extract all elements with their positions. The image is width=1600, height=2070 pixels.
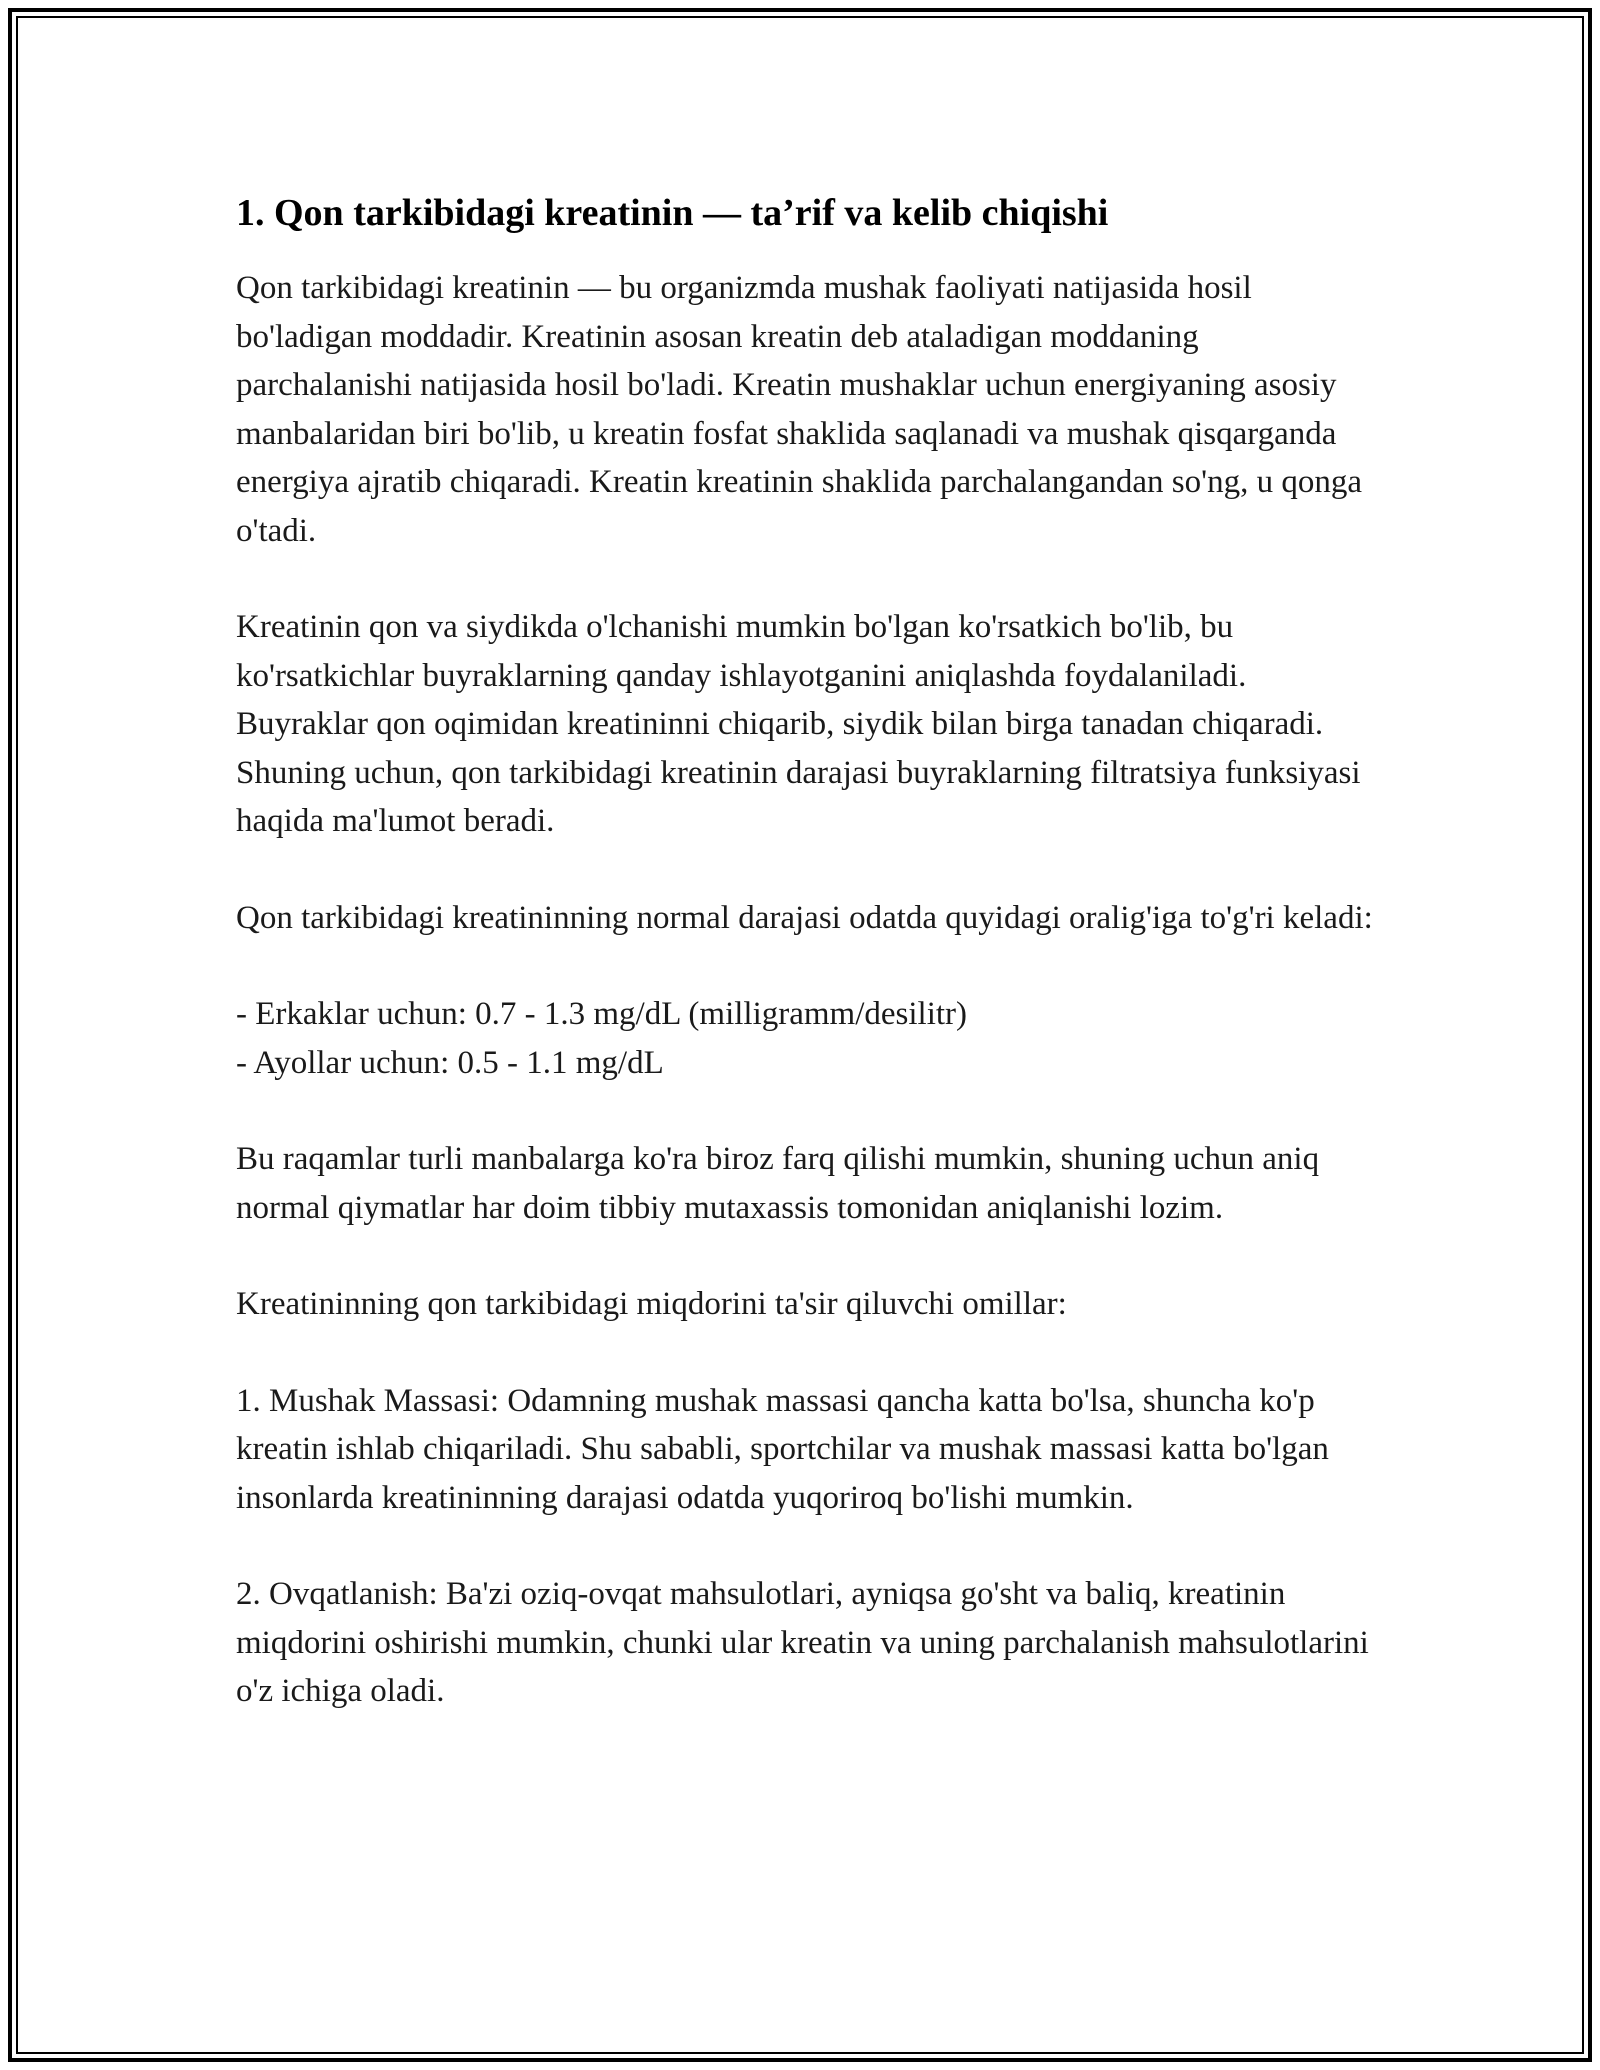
factor-nutrition: 2. Ovqatlanish: Ba'zi oziq-ovqat mahsulotlari, ayniqsa go'sht va baliq, kreatinin miqdorini oshirishi mumkin, chunki ular kreatin va uning parchalanish mahsulotlarini o'z ichiga oladi. — [236, 1576, 1378, 1709]
paragraph-normal-level-intro: Qon tarkibidagi kreatininning normal darajasi odatda quyidagi oralig'iga to'g'ri keladi: — [236, 899, 1373, 936]
range-men: - Erkaklar uchun: 0.7 - 1.3 mg/dL (milligramm/desilitr) — [236, 996, 968, 1032]
normal-ranges-list — [236, 990, 1376, 1087]
section-heading: 1. Qon tarkibidagi kreatinin — ta’rif va kelib chiqishi — [236, 192, 1109, 234]
paragraph-note: Bu raqamlar turli manbalarga ko'ra biroz farq qilishi mumkin, shuning uchun aniq normal qiymatlar har doim tibbiy mutaxassis tomonidan aniqlanishi lozim. — [236, 1141, 1328, 1226]
paragraph-factors-intro: Kreatininning qon tarkibidagi miqdorini ta'sir qiluvchi omillar: — [236, 1286, 1067, 1322]
document-body — [236, 188, 1376, 1764]
paragraph-definition: Qon tarkibidagi kreatinin — bu organizmda mushak faoliyati natijasida hosil bo'ladigan moddadir. Kreatinin asosan kreatin deb ataladigan moddaning parchalanishi natijasida hosil bo'ladi. Kreatin mushaklar uchun energiyaning asosiy manbalaridan biri bo'lib, u kreatin fosfat shaklida saqlanadi va mushak qisqarganda energiya ajratib chiqaradi. Kreatin kreatinin shaklida parchalangandan so'ng, u qonga o'tadi. — [236, 270, 1371, 549]
factor-muscle-mass: 1. Mushak Massasi: Odamning mushak massasi qancha katta bo'lsa, shuncha ko'p kreatin ishlab chiqariladi. Shu sababli, sportchilar va mushak massasi katta bo'lgan insonlarda kreatininning darajasi odatda yuqoriroq bo'lishi mumkin. — [236, 1382, 1338, 1516]
range-women: - Ayollar uchun: 0.5 - 1.1 mg/dL — [236, 1044, 664, 1081]
paragraph-kidney-function: Kreatinin qon va siydikda o'lchanishi mumkin bo'lgan ko'rsatkich bo'lib, bu ko'rsatkichlar buyraklarning qanday ishlayotganini aniqlashda foydalaniladi. Buyraklar qon oqimidan kreatininni chiqarib, siydik bilan birga tanadan chiqaradi. Shuning uchun, qon tarkibidagi kreatinin darajasi buyraklarning filtratsiya funksiyasi haqida ma'lumot beradi. — [236, 609, 1369, 839]
